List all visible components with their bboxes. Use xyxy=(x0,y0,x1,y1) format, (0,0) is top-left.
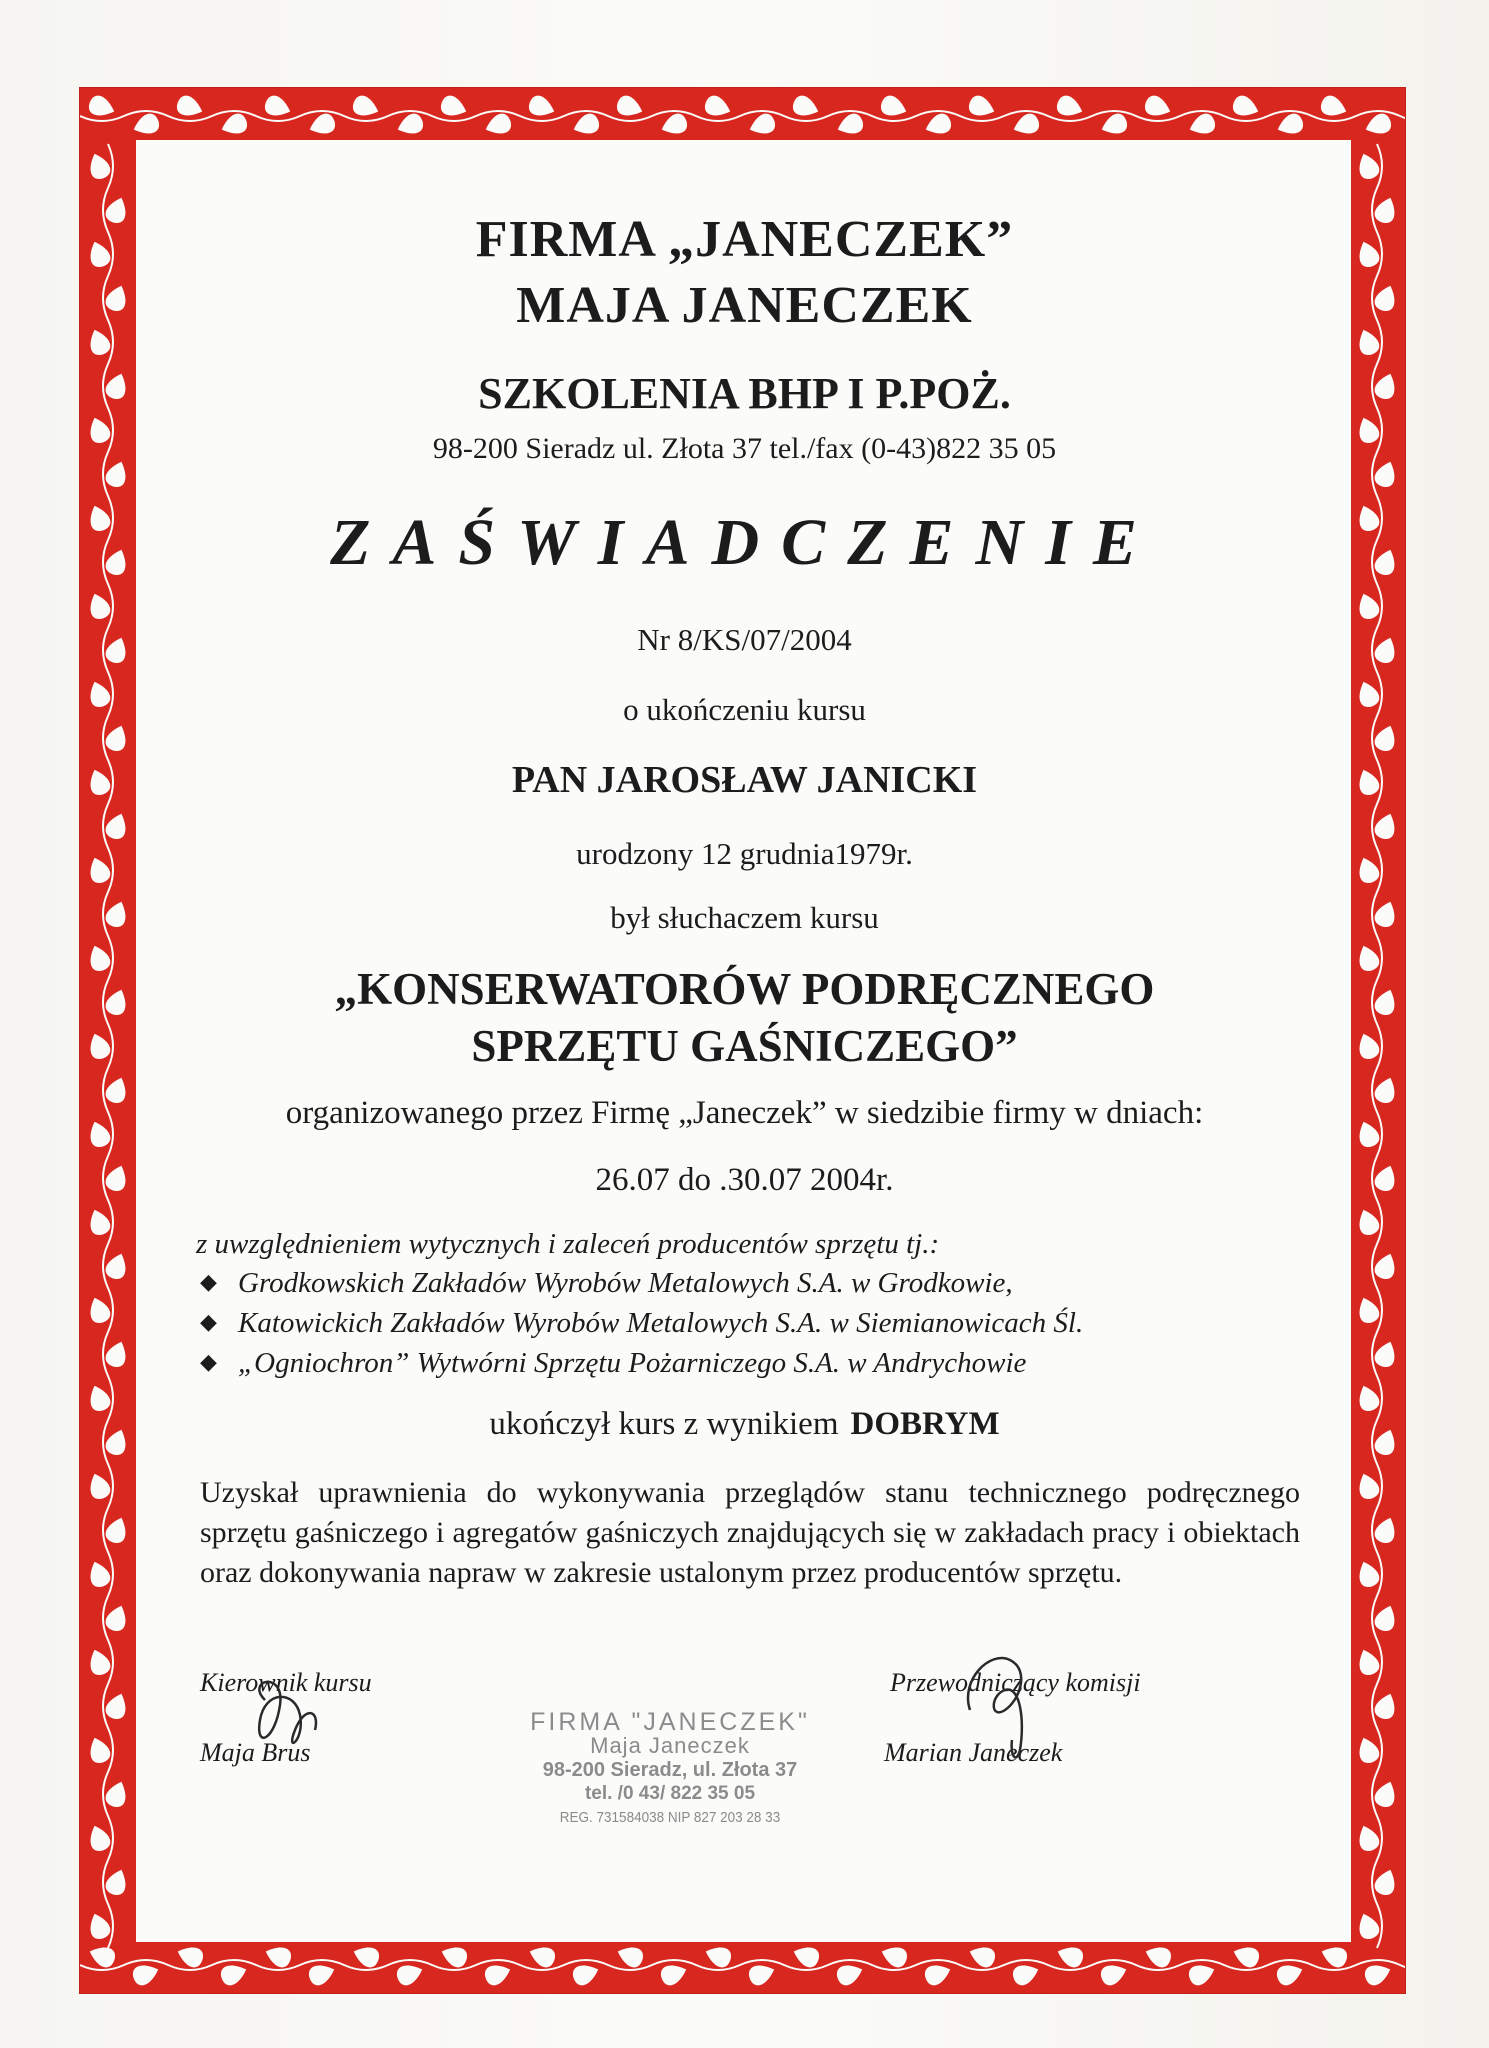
list-item xyxy=(200,1267,1083,1307)
leaf-ornament xyxy=(1318,1942,1349,1969)
leaf-ornament xyxy=(1010,1960,1041,1987)
leaf-ornament xyxy=(1354,150,1381,181)
leaf-ornament xyxy=(746,1960,777,1987)
leaf-ornament xyxy=(85,1558,112,1589)
training-type: SZKOLENIA BHP I P.POŻ. xyxy=(478,369,1011,418)
leaf-ornament xyxy=(1318,93,1349,120)
leaf-ornament xyxy=(394,111,425,138)
leaf-ornament xyxy=(966,93,997,120)
left-signatory-name: Maja Brus xyxy=(200,1738,311,1767)
leaf-ornament xyxy=(1362,111,1393,138)
leaf-ornament xyxy=(1274,111,1305,138)
leaf-ornament xyxy=(1372,1602,1399,1633)
leaf-ornament xyxy=(790,93,821,120)
leaf-ornament xyxy=(1362,1960,1393,1987)
leaf-ornament xyxy=(1372,1514,1399,1545)
leaf-ornament xyxy=(103,1778,130,1809)
leaf-ornament xyxy=(1054,93,1085,120)
leaf-ornament xyxy=(85,1646,112,1677)
right-signatory-name: Marian Janeczek xyxy=(884,1738,1063,1767)
leaf-ornament xyxy=(526,93,557,120)
leaf-ornament xyxy=(1142,93,1173,120)
firm-name: FIRMA „JANECZEK” xyxy=(475,211,1014,268)
producer-name: „Ogniochron” Wytwórni Sprzętu Pożarniczego S.A. w Andrychowie xyxy=(238,1347,1027,1379)
organizer-text: organizowanego przez Firmę „Janeczek” w siedzibie firmy w dniach: xyxy=(285,1095,1204,1131)
leaf-ornament xyxy=(1274,1960,1305,1987)
leaf-ornament xyxy=(438,93,469,120)
leaf-ornament xyxy=(394,1960,425,1987)
leaf-ornament xyxy=(1372,1690,1399,1721)
leaf-ornament xyxy=(658,1960,689,1987)
leaf-ornament xyxy=(1054,1942,1085,1969)
guidelines-intro: z uwzględnieniem wytycznych i zaleceń producentów sprzętu tj.: xyxy=(196,1228,940,1260)
leaf-ornament xyxy=(174,93,205,120)
stamp-line-address: 98-200 Sieradz, ul. Złota 37 xyxy=(542,1759,798,1781)
result-grade: DOBRYM xyxy=(850,1406,1000,1442)
producer-list xyxy=(200,1267,1083,1387)
leaf-ornament xyxy=(103,1866,130,1897)
leaf-ornament xyxy=(306,111,337,138)
leaf-ornament xyxy=(1010,111,1041,138)
leaf-ornament xyxy=(1354,1294,1381,1325)
leaf-ornament xyxy=(922,111,953,138)
producer-name: Grodkowskich Zakładów Wyrobów Metalowych S.A. w Grodkowie, xyxy=(238,1267,1013,1299)
leaf-ornament xyxy=(922,1960,953,1987)
leaf-ornament xyxy=(1354,590,1381,621)
firm-address: 98-200 Sieradz ul. Złota 37 tel./fax (0-43)822 35 05 xyxy=(432,432,1057,465)
result-line xyxy=(0,1406,1489,1443)
leaf-ornament xyxy=(834,1960,865,1987)
leaf-ornament xyxy=(174,1942,205,1969)
leaf-ornament xyxy=(103,1250,130,1281)
leaf-ornament xyxy=(262,93,293,120)
participant-text: był słuchaczem kursu xyxy=(610,900,879,935)
right-signatory-role: Przewodniczący komisji xyxy=(890,1668,1141,1697)
leaf-ornament xyxy=(482,111,513,138)
leaf-ornament xyxy=(702,93,733,120)
leaf-ornament xyxy=(1354,1734,1381,1765)
leaf-ornament xyxy=(218,1960,249,1987)
leaf-ornament xyxy=(103,1338,130,1369)
leaf-ornament xyxy=(1354,1910,1381,1941)
certificate-number: Nr 8/KS/07/2004 xyxy=(637,622,852,657)
leaf-ornament xyxy=(130,111,161,138)
leaf-ornament xyxy=(218,111,249,138)
course-name-line2: SPRZĘTU GAŚNICZEGO” xyxy=(471,1021,1018,1071)
authorization-paragraph: Uzyskał uprawnienia do wykonywania przeglądów stanu technicznego podręcznego sprzętu gaśniczego i agregatów gaśniczych znajdujących się w zakładach pracy i obiektach oraz dokonywania napraw w zakresie ustalonym przez producentów sprzętu. xyxy=(200,1476,1300,1589)
result-prefix: ukończył kurs z wynikiem xyxy=(489,1406,839,1442)
leaf-ornament xyxy=(86,93,117,120)
leaf-ornament xyxy=(570,1960,601,1987)
leaf-ornament xyxy=(1186,1960,1217,1987)
producer-name: Katowickich Zakładów Wyrobów Metalowych S.A. w Siemianowicach Śl. xyxy=(238,1307,1084,1339)
course-name-line1: „KONSERWATORÓW PODRĘCZNEGO xyxy=(334,964,1155,1014)
leaf-ornament xyxy=(966,1942,997,1969)
leaf-ornament xyxy=(526,1942,557,1969)
diamond-bullet-icon: ◆ xyxy=(200,1309,217,1334)
leaf-ornament xyxy=(1186,111,1217,138)
leaf-ornament xyxy=(1098,1960,1129,1987)
leaf-ornament xyxy=(1230,93,1261,120)
completion-text: o ukończeniu kursu xyxy=(623,692,866,727)
left-handwritten-signature xyxy=(225,1660,345,1770)
birth-date: urodzony 12 grudnia1979r. xyxy=(576,836,913,871)
leaf-ornament xyxy=(85,1470,112,1501)
leaf-ornament xyxy=(1230,1942,1261,1969)
diamond-bullet-icon: ◆ xyxy=(200,1349,217,1374)
leaf-ornament xyxy=(482,1960,513,1987)
leaf-ornament xyxy=(85,590,112,621)
leaf-ornament xyxy=(1372,1338,1399,1369)
list-item xyxy=(200,1307,1083,1347)
leaf-ornament xyxy=(306,1960,337,1987)
list-item xyxy=(200,1347,1083,1387)
leaf-ornament xyxy=(1354,1646,1381,1677)
leaf-ornament xyxy=(85,1206,112,1237)
stamp-line-owner: Maja Janeczek xyxy=(590,1733,750,1758)
leaf-ornament xyxy=(85,1294,112,1325)
leaf-ornament xyxy=(614,93,645,120)
recipient-name: PAN JAROSŁAW JANICKI xyxy=(511,759,978,801)
leaf-ornament xyxy=(262,1942,293,1969)
leaf-ornament xyxy=(746,111,777,138)
leaf-ornament xyxy=(1098,111,1129,138)
leaf-ornament xyxy=(103,1602,130,1633)
leaf-ornament xyxy=(702,1942,733,1969)
leaf-ornament xyxy=(1372,1250,1399,1281)
leaf-ornament xyxy=(834,111,865,138)
leaf-ornament xyxy=(1142,1942,1173,1969)
certificate-title: ZAŚWIADCZENIE xyxy=(330,506,1159,579)
right-handwritten-signature xyxy=(950,1640,1060,1770)
leaf-ornament xyxy=(570,111,601,138)
course-dates: 26.07 do .30.07 2004r. xyxy=(595,1162,894,1198)
leaf-ornament xyxy=(1354,1470,1381,1501)
leaf-ornament xyxy=(1354,1822,1381,1853)
leaf-ornament xyxy=(130,1960,161,1987)
leaf-ornament xyxy=(85,1822,112,1853)
stamp-line-registry: REG. 731584038 NIP 827 203 28 33 xyxy=(559,1809,781,1826)
leaf-ornament xyxy=(1354,1206,1381,1237)
stamp-line-firm: FIRMA "JANECZEK" xyxy=(530,1708,810,1736)
leaf-ornament xyxy=(86,1942,117,1969)
leaf-ornament xyxy=(1354,1558,1381,1589)
leaf-ornament xyxy=(878,93,909,120)
leaf-ornament xyxy=(614,1942,645,1969)
diamond-bullet-icon: ◆ xyxy=(200,1269,217,1294)
leaf-ornament xyxy=(1372,1866,1399,1897)
company-stamp xyxy=(470,1710,870,1830)
leaf-ornament xyxy=(103,1690,130,1721)
leaf-ornament xyxy=(85,1734,112,1765)
leaf-ornament xyxy=(350,93,381,120)
leaf-ornament xyxy=(350,1942,381,1969)
leaf-ornament xyxy=(1372,1778,1399,1809)
leaf-ornament xyxy=(658,111,689,138)
leaf-ornament xyxy=(438,1942,469,1969)
leaf-ornament xyxy=(85,150,112,181)
leaf-ornament xyxy=(790,1942,821,1969)
leaf-ornament xyxy=(103,1514,130,1545)
left-signatory-role: Kierownik kursu xyxy=(200,1668,372,1697)
leaf-ornament xyxy=(85,1910,112,1941)
owner-name: MAJA JANECZEK xyxy=(516,277,973,334)
leaf-ornament xyxy=(878,1942,909,1969)
stamp-line-phone: tel. /0 43/ 822 35 05 xyxy=(584,1783,756,1804)
